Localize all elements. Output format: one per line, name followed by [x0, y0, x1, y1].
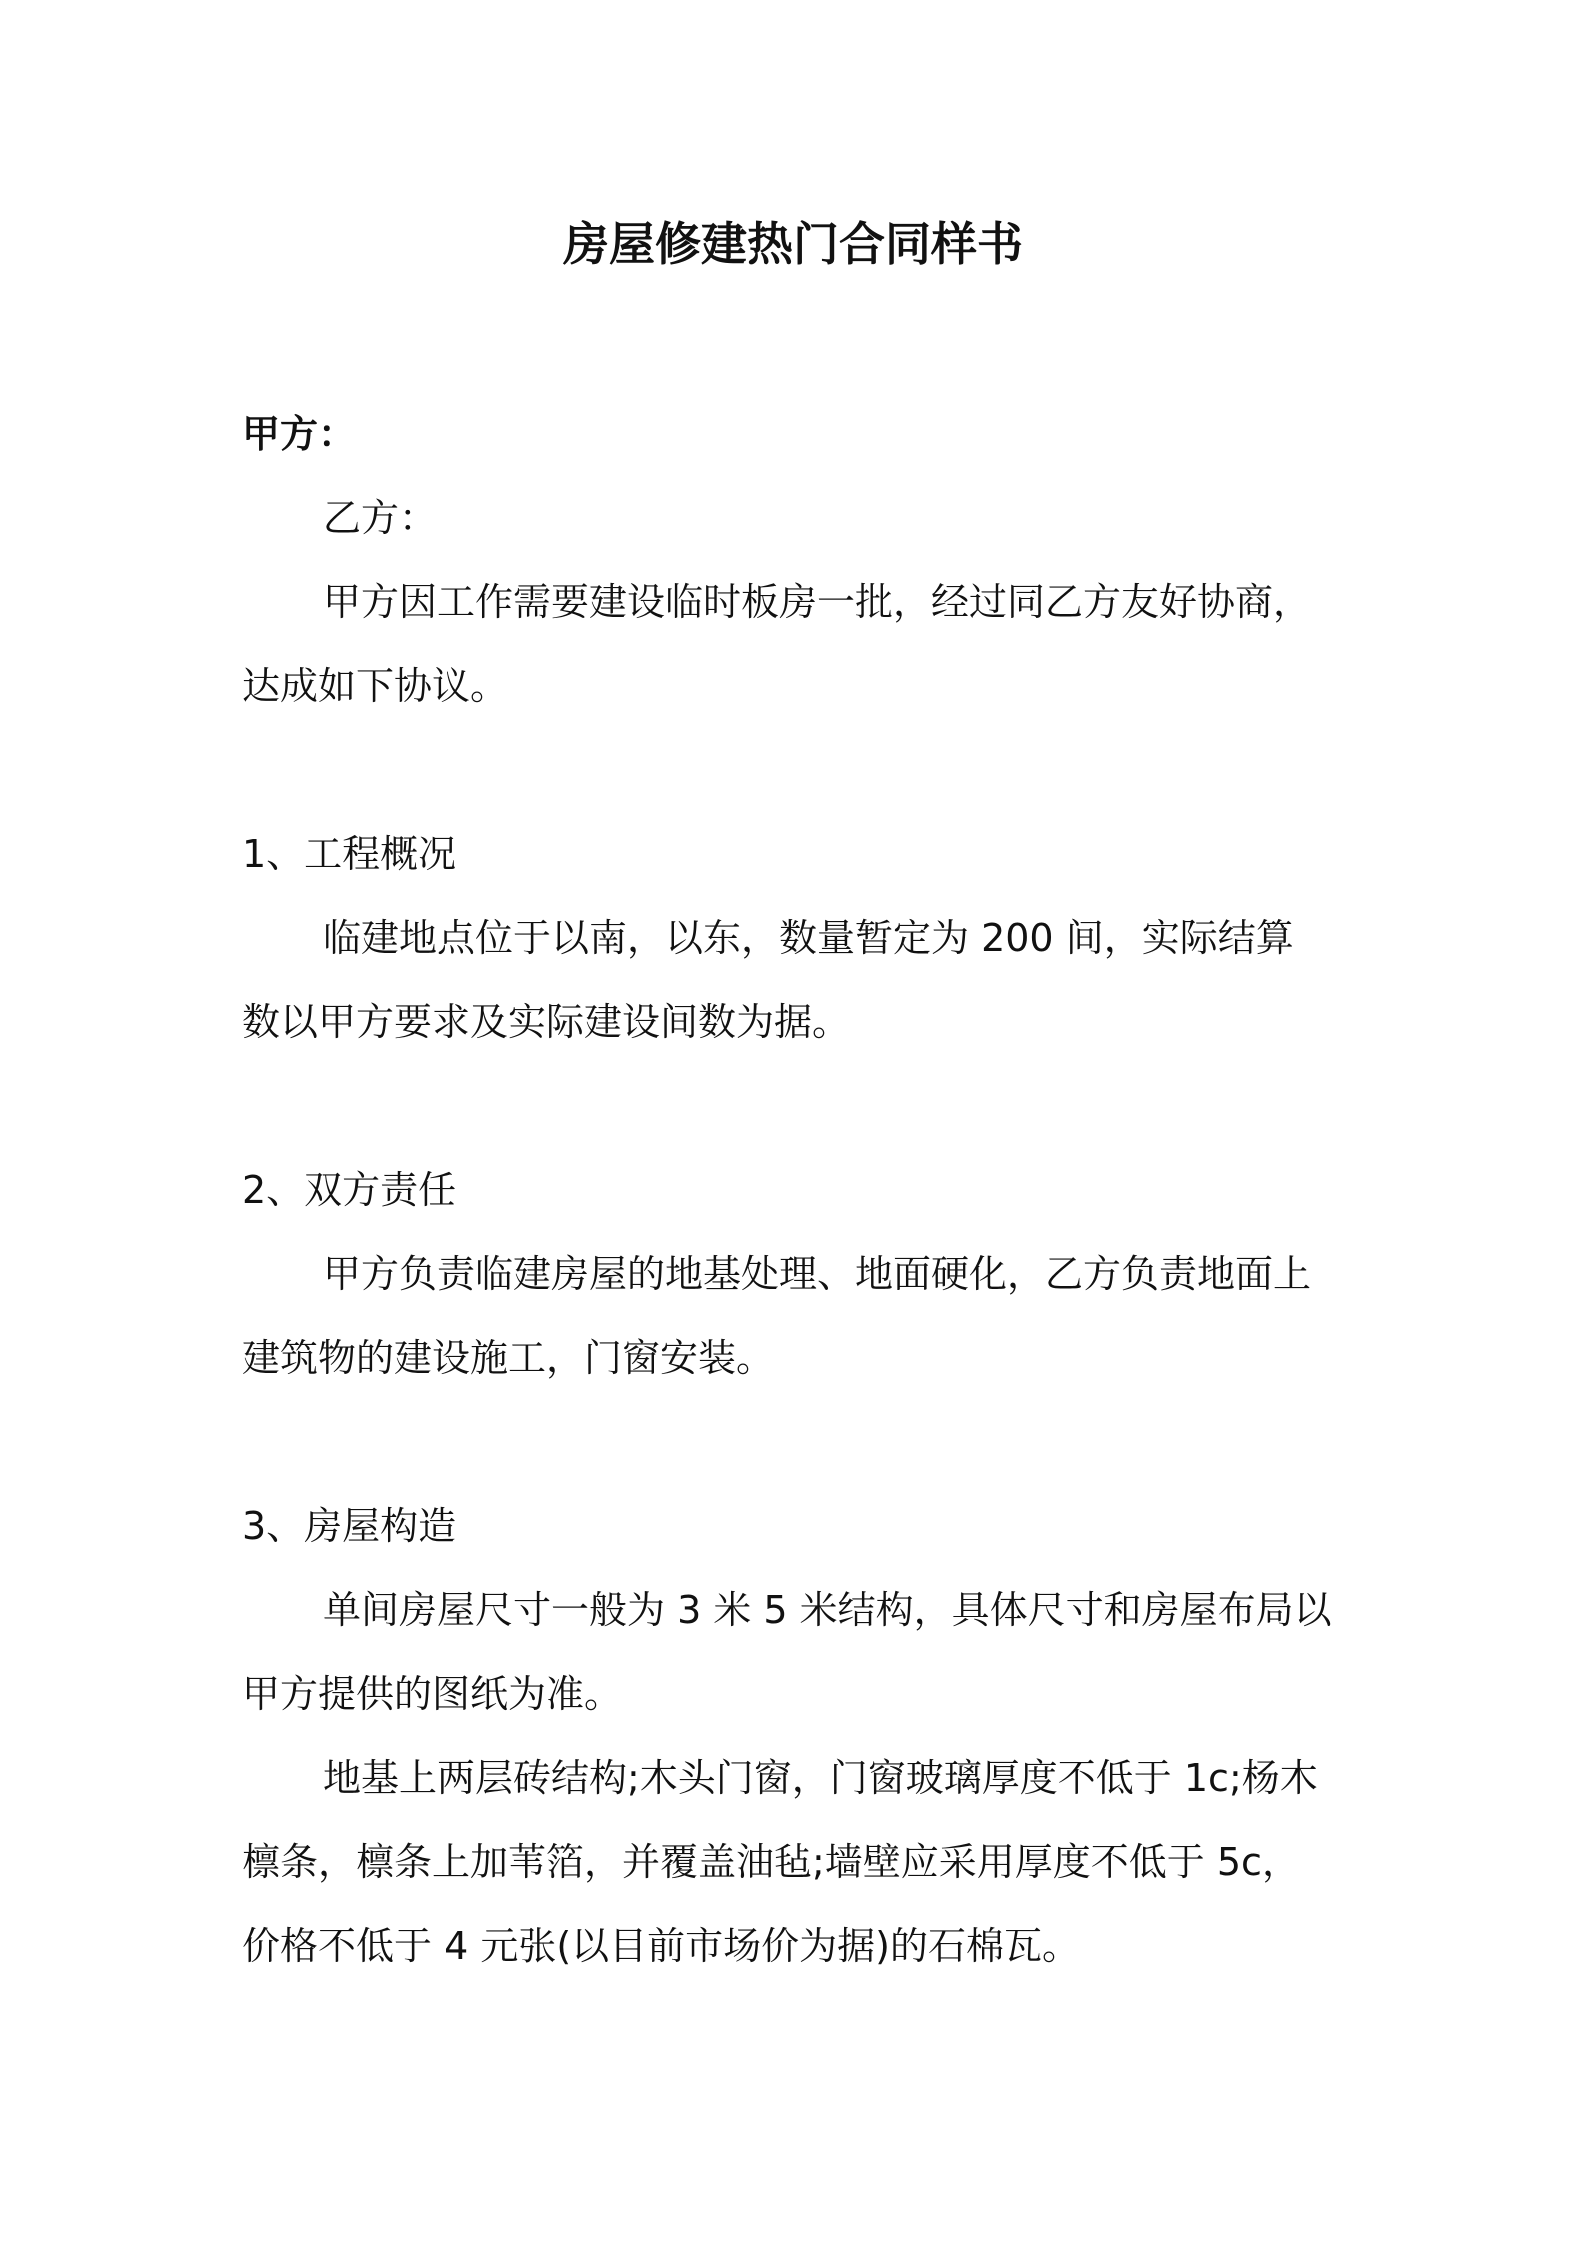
section-3-paragraph-2-line-3: 价格不低于 4 元张(以目前市场价为据)的石棉瓦。 — [242, 1924, 1080, 1968]
section-3-paragraph-2-line-1: 地基上两层砖结构;木头门窗，门窗玻璃厚度不低于 1c;杨木 — [323, 1756, 1318, 1800]
section-3-paragraph-1-line-1: 单间房屋尺寸一般为 3 米 5 米结构，具体尺寸和房屋布局以 — [323, 1588, 1332, 1632]
section-3-heading: 3、房屋构造 — [242, 1504, 457, 1548]
section-1-heading: 1、工程概况 — [242, 832, 457, 876]
party-b-label: 乙方： — [323, 496, 438, 540]
party-a-label: 甲方： — [242, 412, 357, 456]
section-1-paragraph-line-1: 临建地点位于以南，以东，数量暂定为 200 间，实际结算 — [323, 916, 1294, 960]
section-1-paragraph-line-2: 数以甲方要求及实际建设间数为据。 — [242, 1000, 851, 1044]
intro-line-2: 达成如下协议。 — [242, 664, 509, 708]
section-2-heading: 2、双方责任 — [242, 1168, 457, 1212]
section-2-paragraph-line-1: 甲方负责临建房屋的地基处理、地面硬化，乙方负责地面上 — [323, 1252, 1312, 1296]
section-2-paragraph-line-2: 建筑物的建设施工，门窗安装。 — [242, 1336, 775, 1380]
intro-line-1: 甲方因工作需要建设临时板房一批，经过同乙方友好协商， — [323, 580, 1312, 624]
section-3-paragraph-1-line-2: 甲方提供的图纸为准。 — [242, 1672, 623, 1716]
document-title: 房屋修建热门合同样书 — [563, 217, 1023, 271]
section-3-paragraph-2-line-2: 檩条，檩条上加苇箔，并覆盖油毡;墙壁应采用厚度不低于 5c， — [242, 1840, 1300, 1884]
